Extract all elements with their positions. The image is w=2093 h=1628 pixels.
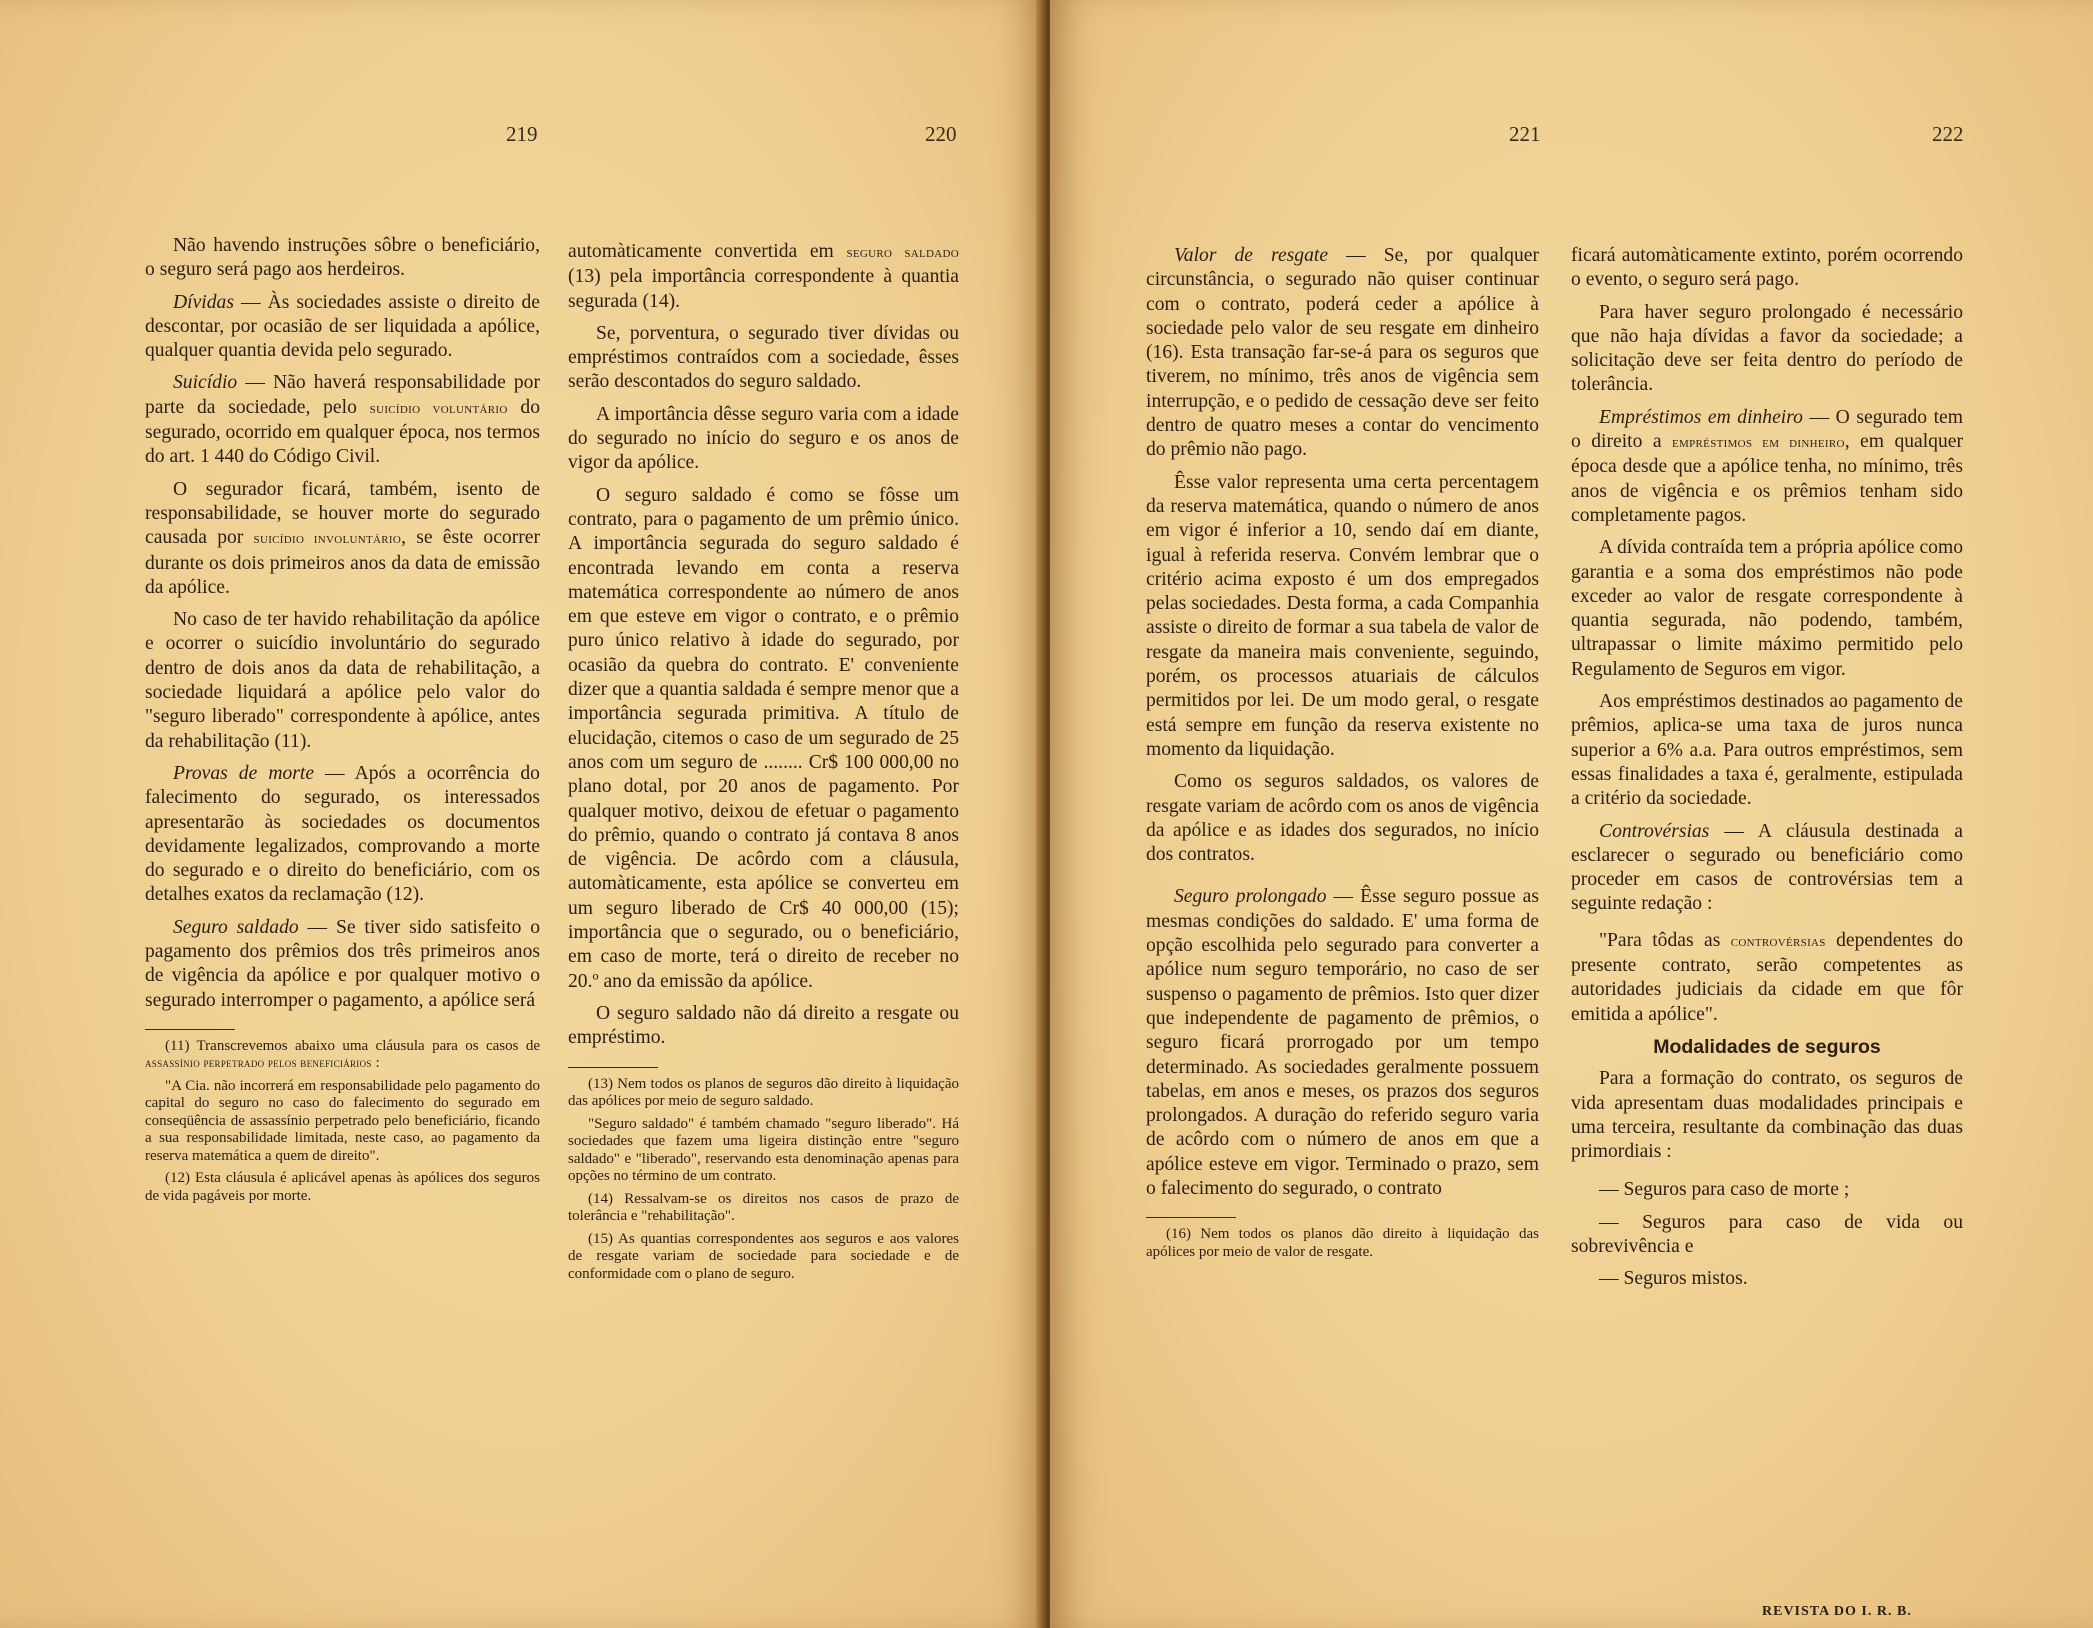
- column-page-219: [145, 234, 540, 1210]
- section-title-provas-de-morte: Provas de morte: [173, 762, 315, 784]
- footnotes-page-221: [1146, 1226, 1539, 1261]
- footnotes-page-219: [145, 1038, 540, 1206]
- paragraph-controversias: Controvérsias — A cláusula destinada a esclarecer o segurado ou beneficiário como proceder em casos de controvérsias tem a seguinte redação :: [1571, 820, 1963, 915]
- page-number-220: 220: [925, 122, 957, 146]
- paragraph-emprestimos-em-dinheiro: Empréstimos em dinheiro — O segurado tem o direito a empréstimos em dinheiro, em qualquer época desde que a apólice tenha, no mínimo, três anos de vigência e os prêmios tenham sido completamente pagos.: [1571, 406, 1963, 526]
- footnote-13-continued: "Seguro saldado" é também chamado "seguro liberado". Há sociedades que fazem uma ligeira distinção entre "seguro saldado" e "liberado", reservando esta denominação apenas para opções no término de um contrato.: [568, 1115, 959, 1184]
- footnote-rule: [145, 1029, 235, 1030]
- paragraph-clausula-citada: "Para tôdas as controvérsias dependentes do presente contrato, serão competentes as autoridades judiciais da cidade em que fôr emitida a apólice".: [1571, 929, 1963, 1025]
- footnote-12: (12) Esta cláusula é aplicável apenas às apólices dos seguros de vida pagáveis por morte.: [145, 1170, 540, 1204]
- footnote-rule: [1146, 1217, 1236, 1218]
- paragraph-divida-contraida: A dívida contraída tem a própria apólice como garantia e a soma dos empréstimos não pode exceder ao valor de resgate correspondente à quantia segurada, não podendo, também, ultrapassar o limite máximo permitido pelo Regulamento de Seguros em vigor.: [1571, 537, 1963, 680]
- page-number-221: 221: [1509, 122, 1541, 146]
- page-number-222: 222: [1932, 122, 1964, 146]
- paragraph-suicidio: Suicídio — Não haverá responsabilidade por parte da sociedade, pelo suicídio voluntário do segurado, ocorrido em qualquer época, nos termos do art. 1 440 do Código Civil.: [145, 372, 541, 468]
- section-heading-modalidades: Modalidades de seguros: [1653, 1035, 1881, 1058]
- column-page-222: [1571, 244, 1963, 1300]
- paragraph-provas-de-morte: Provas de morte — Após a ocorrência do falecimento do segurado, os interessados apresentarão às sociedades os documentos devidamente legalizados, comprovando a morte do segurado e o direito do beneficiário, com os detalhes exatos da reclamação (12).: [145, 762, 540, 906]
- footnote-11-quote: "A Cia. não incorrerá em responsabilidade pelo pagamento do capital do seguro no caso do falecimento do segurado em conseqüência de assassínio perpetrado pelo beneficiário, ficando a sua responsabilidade limitada, neste caso, ao pagamento da reserva matemática a quem de direito".: [145, 1077, 540, 1164]
- column-page-220: [568, 240, 959, 1288]
- paragraph-seguro-prolongado: Seguro prolongado — Êsse seguro possue as mesmas condições do saldado. E' uma forma de opção escolhida pelo segurado para converter a apólice num seguro temporário, no caso de ser suspenso o pagamento de prêmios. Isto quer dizer que independente de pagamento de prêmios, o seguro ficará prorrogado por um tempo determinado. As sociedades geralmente possuem tabelas, em anos e meses, os prazos dos seguros prolongados. A duração do referido seguro varia de acôrdo com o número de anos em que a apólice esteve em vigor. Terminado o prazo, sem o falecimento do segurado, o contrato: [1146, 886, 1539, 1199]
- paragraph-haver-seguro-prolongado: Para haver seguro prolongado é necessário que não haja dívidas a favor da sociedade; a solicitação deve ser feita dentro do período de tolerância.: [1571, 301, 1963, 396]
- running-footer: REVISTA DO I. R. B.: [1762, 1604, 1912, 1619]
- section-title-suicidio: Suicídio: [173, 372, 238, 394]
- footnote-16: (16) Nem todos os planos dão direito à liquidação das apólices por meio de valor de resgate.: [1146, 1226, 1539, 1260]
- paragraph-dividas: Dívidas — Às sociedades assiste o direito de descontar, por ocasião de ser liquidada a apólice, qualquer quantia devida pelo segurado.: [145, 291, 540, 362]
- paragraph-seguros-saldados: Como os seguros saldados, os valores de resgate variam de acôrdo com os anos de vigência da apólice e as idades dos segurados, no início dos contratos.: [1146, 771, 1539, 866]
- paragraph-dividas-emprestimos: Se, porventura, o segurado tiver dívidas ou empréstimos contraídos com a sociedade, êsses serão descontados do seguro saldado.: [568, 322, 959, 393]
- right-page: [1050, 0, 2093, 1628]
- section-title-seguro-prolongado: Seguro prolongado: [1174, 886, 1327, 908]
- list-item-caso-de-morte: — Seguros para caso de morte ;: [1599, 1179, 1850, 1201]
- paragraph-contrato-premio-unico: O seguro saldado é como se fôsse um contrato, para o pagamento de um prêmio único. A importância segurada do seguro saldado é encontrada levando em conta a reserva matemática correspondente ao número de anos em que esteve em vigor o contrato, e o prêmio puro único relativo à idade do segurado, por ocasião da quebra do contrato. E' conveniente dizer que a quantia saldada é sempre menor que a importância segurada primitiva. A título de elucidação, citemos o caso de um segurado de 25 anos com um seguro de ........ Cr$ 100 000,00 no plano dotal, por 20 anos de pagamento. Por qualquer motivo, deixou de efetuar o pagamento do prêmio, quando o contrato já contava 8 anos de vigência. De acôrdo com a cláusula, automàticamente, esta apólice se converteu em um seguro liberado de Cr$ 40 000,00 (15); importância que o segurado, ou o beneficiário, em caso de morte, terá o direito de receber no 20.º ano da emissão da apólice.: [568, 484, 959, 992]
- footnotes-page-220: [568, 1076, 959, 1284]
- page-number-219: 219: [506, 122, 538, 146]
- section-title-dividas: Dívidas: [173, 291, 234, 313]
- footnote-13: (13) Nem todos os planos de seguros dão direito à liquidação das apólices por meio de seguro saldado.: [568, 1075, 959, 1109]
- left-page: [0, 0, 1043, 1628]
- section-title-valor-de-resgate: Valor de resgate: [1174, 245, 1329, 266]
- list-item-seguros-mistos: — Seguros mistos.: [1599, 1268, 1748, 1290]
- paragraph-seguro-saldado: Seguro saldado — Se tiver sido satisfeito o pagamento dos prêmios dos três primeiros anos de vigência da apólice e por qualquer motivo o segurado interromper o pagamento, a apólice será: [145, 916, 541, 1011]
- paragraph-valor-de-resgate: Valor de resgate — Se, por qualquer circunstância, o segurado não quiser continuar com o contrato, poderá ceder a apólice à sociedade pelo valor de seu resgate em dinheiro (16). Esta transação far-se-á para os seguros que tiverem, no mínimo, três anos de vigência sem interrupção, e o pedido de cessação deve ser feito dentro de quatro meses a contar do vencimento do prêmio não pago.: [1146, 245, 1539, 461]
- footnote-15: (15) As quantias correspondentes aos seguros e aos valores de resgate variam de sociedade para sociedade e de conformidade com o plano de seguro.: [568, 1230, 959, 1282]
- section-title-controversias: Controvérsias: [1599, 820, 1710, 842]
- paragraph-percentagem-reserva: Êsse valor representa uma certa percentagem da reserva matemática, quando o número de anos em vigor é inferior a 10, sendo daí em diante, igual à referida reserva. Convém lembrar que o critério acima exposto é um dos empregados pelas sociedades. Desta forma, a cada Companhia assiste o direito de formar a sua tabela de valor de resgate da maneira mais conveniente, seguindo, porém, os processos atuariais de cálculos permitidos por lei. De um modo geral, o resgate está sempre em função da reserva existente no momento da liquidação.: [1146, 471, 1539, 760]
- paragraph-formacao-contrato: Para a formação do contrato, os seguros de vida apresentam duas modalidades principais e uma terceira, resultante da combinação das duas primordiais :: [1571, 1068, 1963, 1163]
- paragraph-importancia: A importância dêsse seguro varia com a idade do segurado no início do seguro e os anos de vigor da apólice.: [568, 403, 959, 474]
- column-page-221: [1146, 244, 1539, 1266]
- paragraph-beneficiario: Não havendo instruções sôbre o beneficiário, o seguro será pago aos herdeiros.: [145, 235, 540, 281]
- paragraph-taxa-de-juros: Aos empréstimos destinados ao pagamento de prêmios, aplica-se uma taxa de juros nunca superior a 6% a.a. Para outros empréstimos, sem essas finalidades a taxa é, geralmente, estipulada a critério da sociedade.: [1571, 691, 1963, 810]
- footnote-11: (11) Transcrevemos abaixo uma cláusula para os casos de assassínio perpetrado pelos beneficiários :: [145, 1037, 540, 1072]
- paragraph-nao-da-direito: O seguro saldado não dá direito a resgate ou empréstimo.: [568, 1002, 959, 1049]
- section-title-seguro-saldado: Seguro saldado: [173, 916, 299, 938]
- paragraph-segurador-isento: O segurador ficará, também, isento de responsabilidade, se houver morte do segurado causada por suicídio involuntário, se êste ocorrer durante os dois primeiros anos da data de emissão da apólice.: [145, 478, 540, 598]
- list-item-caso-de-vida: — Seguros para caso de vida ou sobrevivência e: [1571, 1211, 1963, 1257]
- section-title-emprestimos: Empréstimos em dinheiro: [1599, 406, 1803, 428]
- paragraph-convertida: automàticamente convertida em seguro saldado (13) pela importância correspondente à quantia segurada (14).: [568, 241, 959, 312]
- paragraph-rehabilitacao: No caso de ter havido rehabilitação da apólice e ocorrer o suicídio involuntário do segurado dentro de dois anos da data de rehabilitação, a sociedade liquidará a apólice pelo valor do "seguro liberado" correspondente à apólice, antes da rehabilitação (11).: [145, 609, 540, 752]
- footnote-14: (14) Ressalvam-se os direitos nos casos de prazo de tolerância e "rehabilitação".: [568, 1190, 959, 1224]
- footnote-rule: [568, 1067, 658, 1068]
- paragraph-extinto: ficará automàticamente extinto, porém ocorrendo o evento, o seguro será pago.: [1571, 245, 1963, 291]
